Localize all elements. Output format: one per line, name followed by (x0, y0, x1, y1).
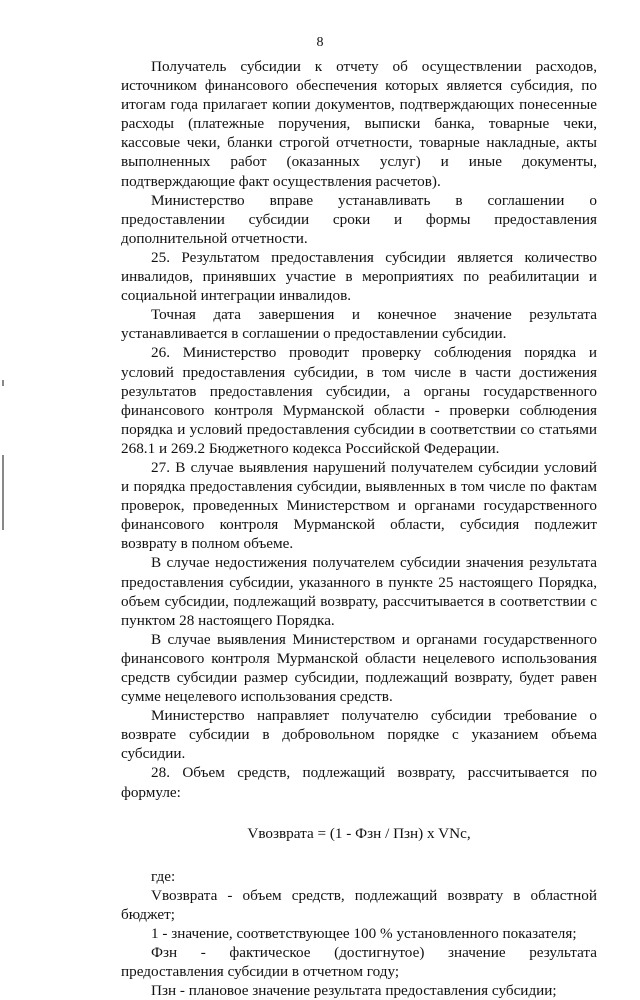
page-number: 8 (316, 35, 324, 50)
paragraph: Министерство направляет получателю субсидии требование о возврате субсидии в добровольном порядке с указанием объема субсидии. (121, 707, 597, 763)
definition: Пзн - плановое значение результата предоставления субсидии; (151, 982, 557, 1000)
paragraph: 27. В случае выявления нарушений получателем субсидии условий и порядка предоставления субсидии, выявленных в том числе по фактам проверок, проведенных Министерством и органами государственного финансового контроля Мурманской области, субсидия подлежит возврату в полном объеме. (121, 458, 597, 553)
paragraph: Точная дата завершения и конечное значение результата устанавливается в соглашении о предоставлении субсидии. (121, 306, 597, 343)
document-body (121, 57, 597, 1000)
definition: Фзн - фактическое (достигнутое) значение результата предоставления субсидии в отчетном году; (121, 944, 597, 981)
definition: Vвозврата - объем средств, подлежащий возврату в областной бюджет; (121, 886, 597, 923)
where-label: где: (151, 867, 176, 885)
paragraph: Министерство вправе устанавливать в соглашении о предоставлении субсидии сроки и формы предоставления дополнительной отчетности. (121, 191, 597, 247)
formula: Vвозврата = (1 - Фзн / Пзн) x VNc, (247, 824, 471, 842)
paragraph: Получатель субсидии к отчету об осуществлении расходов, источником финансового обеспечения которых является субсидия, по итогам года прилагает копии документов, подтверждающих понесенные расходы (платежные поручения, выписки банка, товарные чеки, кассовые чеки, бланки строгой отчетности, товарные накладные, акты выполненных работ (оказанных услуг) и иные документы, подтверждающие факт осуществления расчетов). (121, 58, 597, 190)
paragraph: 28. Объем средств, подлежащий возврату, рассчитывается по формуле: (121, 764, 597, 801)
definition: 1 - значение, соответствующее 100 % установленного показателя; (151, 925, 577, 943)
scan-edge-mark (2, 455, 4, 530)
paragraph: 25. Результатом предоставления субсидии является количество инвалидов, принявших участие в мероприятиях по реабилитации и социальной интеграции инвалидов. (121, 248, 597, 305)
paragraph: В случае выявления Министерством и органами государственного финансового контроля Мурманской области нецелевого использования средств субсидии размер субсидии, подлежащий возврату, будет равен сумме нецелевого использования средств. (121, 630, 597, 706)
scan-edge-mark (2, 380, 4, 386)
paragraph: В случае недостижения получателем субсидии значения результата предоставления субсидии, указанного в пункте 25 настоящего Порядка, объем субсидии, подлежащий возврату, рассчитывается в соответствии с пунктом 28 настоящего Порядка. (121, 554, 597, 629)
paragraph: 26. Министерство проводит проверку соблюдения порядка и условий предоставления субсидии, в том числе в части достижения результатов предоставления субсидии, а органы государственного финансового контроля Мурманской области - проверки соблюдения порядка и условий предоставления субсидии в соответствии со статьями 268.1 и 269.2 Бюджетного кодекса Российской Федерации. (121, 344, 597, 457)
